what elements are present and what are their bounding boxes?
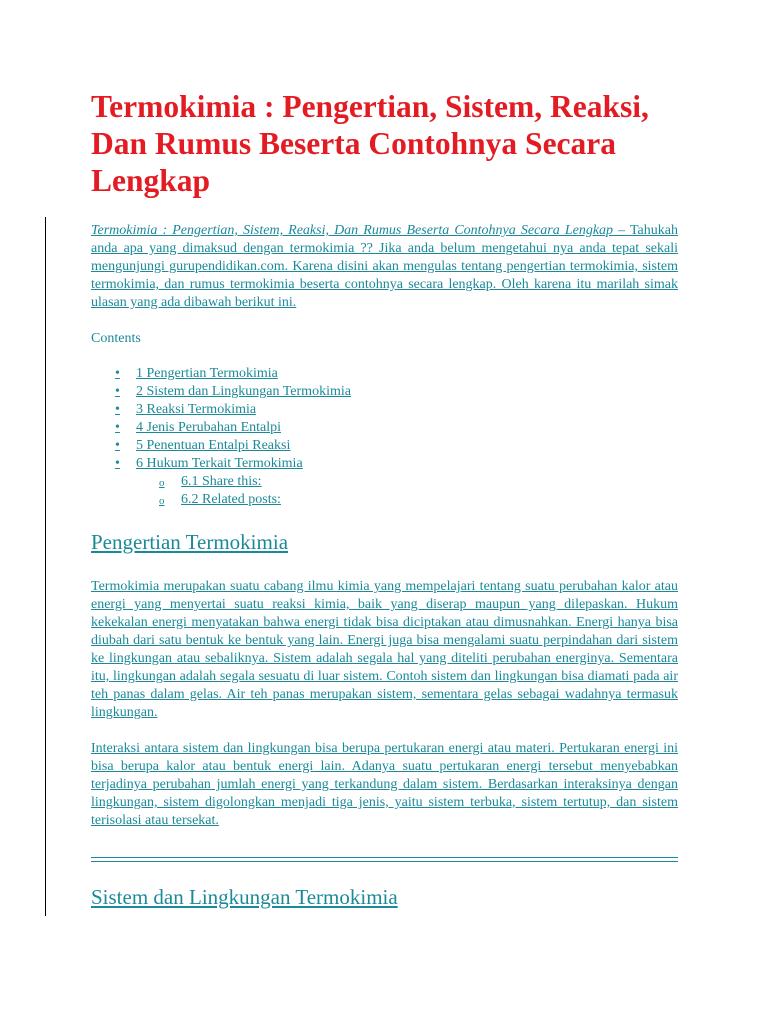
toc-item-6[interactable] bbox=[91, 455, 678, 473]
toc-sub-bullet: o bbox=[159, 495, 165, 507]
article bbox=[91, 88, 678, 910]
intro-emphasis[interactable]: Termokimia : Pengertian, Sistem, Reaksi, Dan Rumus Beserta Contohnya Secara Lengkap – bbox=[91, 223, 626, 238]
intro-text[interactable]: Tahukah anda apa yang dimaksud dengan termokimia ?? Jika anda belum mengetahui nya anda tepat sekali mengunjungi gurupendidikan.com. Karena disini akan mengulas tentang pengertian termokimia, sistem termokimia, dan rumus termokimia beserta contohnya secara lengkap. Oleh karena itu marilah simak ulasan yang ada dibawah berikut ini. bbox=[91, 223, 678, 310]
toc-bullet: • bbox=[115, 456, 120, 471]
section-heading-sistem[interactable]: Sistem dan Lingkungan Termokimia bbox=[91, 885, 398, 909]
toc-subitem-6-1[interactable] bbox=[91, 473, 678, 491]
section-paragraph-1[interactable]: Termokimia merupakan suatu cabang ilmu kimia yang mempelajari tentang suatu perubahan kalor atau energi yang menyertai suatu reaksi kimia, baik yang diserap maupun yang dilepaskan. Hukum kekekalan energi menyatakan bahwa energi tidak bisa diciptakan atau dimusnahkan. Energi hanya bisa diubah dari satu bentuk ke bentuk yang lain. Energi juga bisa mengalami suatu perpindahan dari sistem ke lingkungan atau sebaliknya. Sistem adalah segala hal yang diteliti perubahan energinya. Sementara itu, lingkungan adalah segala sesuatu di luar sistem. Contoh sistem dan lingkungan bisa diamati pada air teh panas dalam gelas. Air teh panas merupakan sistem, sementara gelas sebagai wadahnya termasuk lingkungan. bbox=[91, 579, 678, 720]
toc-subitem-6-2[interactable] bbox=[91, 491, 678, 509]
toc-bullet: • bbox=[115, 438, 120, 453]
section-paragraph-2[interactable]: Interaksi antara sistem dan lingkungan bisa berupa pertukaran energi atau materi. Pertukaran energi ini bisa berupa kalor atau bentuk energi lain. Adanya suatu pertukaran energi tersebut menyebabkan terjadinya perubahan jumlah energi yang terkandung dalam sistem. Berdasarkan interaksinya dengan lingkungan, sistem digolongkan menjadi tiga jenis, yaitu sistem terbuka, sistem tertutup, dan sistem terisolasi atau tersekat. bbox=[91, 741, 678, 828]
section-heading-pengertian[interactable]: Pengertian Termokimia bbox=[91, 530, 289, 554]
toc-item-label[interactable]: 1 Pengertian Termokimia bbox=[136, 366, 278, 381]
article-title: Termokimia : Pengertian, Sistem, Reaksi, Dan Rumus Beserta Contohnya Secara Lengkap bbox=[91, 89, 649, 198]
toc-item-label[interactable]: 6 Hukum Terkait Termokimia bbox=[136, 456, 303, 471]
toc-item-1[interactable] bbox=[91, 365, 678, 383]
toc-bullet: • bbox=[115, 420, 120, 435]
toc-sub-bullet: o bbox=[159, 477, 165, 489]
toc-bullet: • bbox=[115, 384, 120, 399]
toc-item-label[interactable]: 5 Penentuan Entalpi Reaksi bbox=[136, 438, 291, 453]
toc-subitem-label[interactable]: 6.1 Share this: bbox=[181, 474, 262, 489]
section-divider bbox=[91, 857, 678, 862]
contents-label: Contents bbox=[91, 331, 141, 346]
toc-item-2[interactable] bbox=[91, 383, 678, 401]
table-of-contents-sub bbox=[91, 473, 678, 509]
table-of-contents bbox=[91, 365, 678, 473]
toc-item-label[interactable]: 2 Sistem dan Lingkungan Termokimia bbox=[136, 384, 351, 399]
toc-item-label[interactable]: 3 Reaksi Termokimia bbox=[136, 402, 257, 417]
page-margin-line bbox=[45, 217, 46, 916]
intro-paragraph[interactable] bbox=[91, 222, 678, 312]
toc-item-3[interactable] bbox=[91, 401, 678, 419]
toc-bullet: • bbox=[115, 366, 120, 381]
toc-subitem-label[interactable]: 6.2 Related posts: bbox=[181, 492, 281, 507]
toc-item-5[interactable] bbox=[91, 437, 678, 455]
toc-item-4[interactable] bbox=[91, 419, 678, 437]
toc-item-label[interactable]: 4 Jenis Perubahan Entalpi bbox=[136, 420, 282, 435]
toc-bullet: • bbox=[115, 402, 120, 417]
